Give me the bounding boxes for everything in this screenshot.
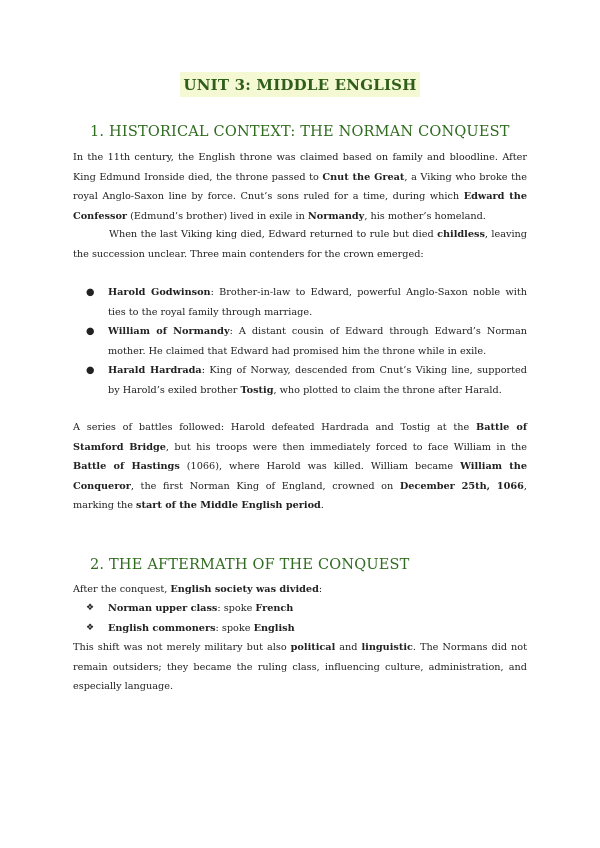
text-run: and	[335, 642, 362, 653]
bold-text: Battle of Hastings	[73, 461, 180, 472]
section-2-heading: 2. THE AFTERMATH OF THE CONQUEST	[90, 557, 410, 573]
text-run: , leaving the succession unclear. Three main contenders for the crown emerged:	[73, 229, 528, 260]
bullet-marker: ❖	[86, 622, 95, 633]
bullet-marker: ❖	[86, 603, 95, 613]
bold-text: Normandy	[307, 210, 365, 222]
text-run: : Brother-in-law to Edward, powerful Anglo-Saxon noble with ties to the royal family through marriage.	[108, 287, 527, 318]
text-run: : spoke	[217, 603, 256, 614]
text-run: (1066), where Harold was killed. William became	[179, 461, 461, 472]
text-run: , but his troops were then immediately forced to face William in the	[165, 441, 527, 453]
text-run: : A distant cousin of Edward through Edward’s Norman mother. He claimed that Edward had promised him the throne while in exile.	[108, 326, 527, 357]
text-run: .	[320, 500, 324, 511]
contender-item	[86, 322, 527, 361]
text-run: : King of Norway, descended from Cnut’s Viking line, supported by Harold’s exiled brother	[108, 365, 527, 396]
bold-text: William the Conqueror	[73, 461, 527, 492]
bold-text: start of the Middle English period	[136, 500, 321, 511]
text-run: :	[318, 584, 323, 595]
unit-title: UNIT 3: MIDDLE ENGLISH	[180, 72, 419, 97]
bold-text: William of Normandy	[108, 326, 230, 337]
text-run: , a Viking who broke the royal Anglo-Saxon line by force. Cnut’s sons ruled for a time, during which	[73, 171, 527, 202]
bold-text: French	[255, 603, 294, 614]
bold-text: Edward the Confessor	[73, 191, 527, 222]
text-run: , who plotted to claim the throne after Harald.	[273, 384, 502, 396]
text-run: : spoke	[215, 622, 254, 634]
bold-text: linguistic	[361, 642, 413, 653]
contender-item	[86, 283, 527, 322]
text-run: . The Normans did not remain outsiders; they became the ruling class, influencing culture, administration, and especially language.	[73, 642, 527, 692]
bold-text: Tostig	[240, 384, 274, 396]
text-run: , the first Norman King of England, crowned on	[130, 480, 400, 492]
bold-text: English	[253, 622, 295, 634]
contender-item	[86, 361, 527, 400]
bold-text: Battle of Stamford Bridge	[73, 422, 527, 453]
text-run: , his mother’s homeland.	[364, 210, 486, 222]
bold-text: childless	[437, 229, 485, 240]
text-run: (Edmund’s brother) lived in exile in	[127, 210, 308, 222]
bold-text: Norman upper class	[108, 603, 218, 614]
bold-text: Harald Hardrada	[108, 365, 202, 376]
text-run: In the 11th century, the English throne was claimed based on family and bloodline. After King Edmund Ironside died, the throne passed to	[73, 152, 527, 183]
section-2-paragraph-2	[73, 638, 527, 697]
society-item	[86, 619, 527, 639]
bullet-marker: ●	[86, 326, 95, 337]
text-run: This shift was not merely military but also	[73, 642, 291, 653]
bold-text: Cnut the Great	[322, 171, 405, 183]
section-1-paragraph-2	[73, 225, 527, 264]
title-wrap	[0, 72, 600, 97]
section-1-paragraph-1	[73, 148, 527, 226]
text-run: A series of battles followed: Harold defeated Hardrada and Tostig at the	[73, 422, 477, 433]
section-1-paragraph-3	[73, 418, 527, 516]
society-list	[86, 599, 527, 638]
bullet-marker: ●	[86, 365, 95, 376]
bold-text: Harold Godwinson	[108, 287, 211, 298]
bold-text: December 25th, 1066	[399, 480, 524, 492]
bold-text: political	[290, 642, 336, 653]
bold-text: English commoners	[108, 622, 216, 634]
section-2-paragraph-1	[73, 580, 527, 600]
bold-text: English society was divided	[170, 584, 319, 595]
contenders-list	[86, 283, 527, 400]
section-1-heading: 1. HISTORICAL CONTEXT: THE NORMAN CONQUEST	[90, 124, 510, 140]
text-run: After the conquest,	[73, 584, 171, 595]
text-run: , marking the	[73, 480, 527, 511]
bullet-marker: ●	[86, 287, 95, 298]
society-item	[86, 599, 527, 619]
text-run: When the last Viking king died, Edward returned to rule but died	[109, 229, 438, 240]
